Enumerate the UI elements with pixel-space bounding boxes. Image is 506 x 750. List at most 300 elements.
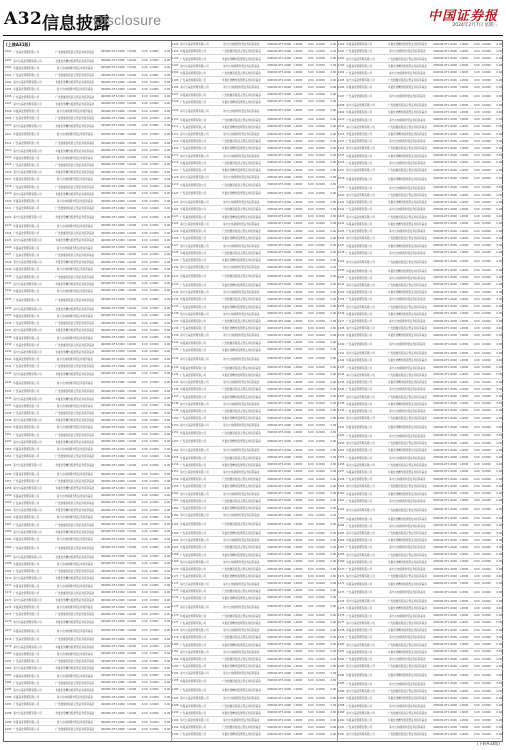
table-cell: 0.0000 bbox=[149, 177, 159, 181]
table-cell: 000000.OF bbox=[267, 191, 282, 195]
table-cell: 0.00 bbox=[496, 650, 503, 654]
table-row bbox=[171, 678, 337, 685]
table-cell: 易方达纯债债券型证券投资基金 bbox=[223, 402, 260, 406]
table-cell: 0.00 bbox=[496, 395, 503, 399]
table-cell: 0.0000 bbox=[481, 71, 491, 75]
table-cell: 易方达基金管理有限公司 bbox=[346, 665, 375, 669]
table-cell: 广发稳健回报混合型证券投资基金 bbox=[387, 532, 427, 536]
table-cell: 1073 bbox=[4, 598, 12, 602]
table-cell: 1.0000 bbox=[115, 238, 125, 242]
table-row bbox=[337, 267, 503, 274]
table-cell: 广发稳健回报混合型证券投资基金 bbox=[221, 50, 261, 54]
table-cell: 000000.OF bbox=[433, 177, 448, 181]
table-cell: 广发基金管理有限公司 bbox=[346, 161, 373, 165]
table-cell: 0.0000 bbox=[315, 545, 325, 549]
table-cell: 0.00 bbox=[473, 590, 480, 594]
table-cell: 1.0000 bbox=[447, 448, 458, 452]
table-cell: 易方达纯债债券型证券投资基金 bbox=[389, 591, 426, 595]
table-cell: 0.0000 bbox=[481, 425, 491, 429]
table-cell: 1250 bbox=[337, 416, 345, 420]
table-cell: 0.00 bbox=[473, 103, 480, 107]
table-cell: 1212 bbox=[337, 132, 345, 136]
table-cell: 0.0000 bbox=[315, 679, 325, 683]
table-cell: 1065 bbox=[4, 537, 12, 541]
table-cell: 华夏基金管理有限公司 bbox=[180, 456, 207, 460]
table-cell: 广发稳健回报混合型证券投资基金 bbox=[221, 251, 261, 255]
table-cell: 1.0000 bbox=[127, 224, 137, 228]
table-cell: 易方达基金管理有限公司 bbox=[346, 147, 375, 151]
table-cell: 1257 bbox=[337, 470, 345, 474]
table-cell: 000000.OF bbox=[267, 395, 282, 399]
table-cell: 1.0000 bbox=[115, 546, 125, 550]
table-cell: 广发稳健回报混合型证券投资基金 bbox=[55, 546, 95, 550]
table-cell: 1.0000 bbox=[115, 343, 125, 347]
table-cell: 1.0000 bbox=[115, 372, 125, 376]
table-cell: 1.0000 bbox=[447, 244, 458, 248]
table-cell: 1068 bbox=[4, 562, 12, 566]
table-cell: 000000.OF bbox=[101, 389, 116, 393]
table-cell: 华夏基金管理有限公司 bbox=[13, 538, 40, 542]
table-cell: 1.0000 bbox=[447, 305, 458, 309]
table-cell: 0.0000 bbox=[315, 513, 325, 517]
table-cell: 0.0000 bbox=[481, 574, 491, 578]
table-cell: 0.00 bbox=[141, 494, 148, 498]
table-cell: 易方达基金管理有限公司 bbox=[180, 560, 209, 564]
table-cell: 广发稳健回报混合型证券投资基金 bbox=[387, 147, 427, 151]
table-cell: 1.0000 bbox=[459, 664, 469, 668]
table-row bbox=[337, 717, 503, 724]
table-cell: 000000.OF bbox=[267, 283, 282, 287]
table-cell: 1.0000 bbox=[293, 688, 303, 692]
table-cell: 1049 bbox=[4, 418, 12, 422]
table-row bbox=[337, 311, 503, 318]
table-cell: 0.0000 bbox=[315, 628, 325, 632]
table-cell: 1.0000 bbox=[281, 657, 292, 661]
table-cell: 0.00 bbox=[473, 524, 480, 528]
table-cell: 000000.OF bbox=[101, 447, 116, 451]
table-cell: 0.00 bbox=[141, 238, 148, 242]
table-cell: 易方达基金管理有限公司 bbox=[346, 194, 375, 198]
table-cell: 易方达基金管理有限公司 bbox=[13, 149, 42, 153]
table-cell: 1.0000 bbox=[127, 645, 137, 649]
table-cell: 易方达纯债债券型证券投资基金 bbox=[56, 426, 93, 430]
table-cell: 易方达纯债债券型证券投资基金 bbox=[223, 381, 260, 385]
table-cell: 0.00 bbox=[141, 282, 148, 286]
table-cell: 0.00 bbox=[496, 628, 503, 632]
table-cell: 广发稳健回报混合型证券投资基金 bbox=[221, 636, 261, 640]
table-cell: 000000.OF bbox=[267, 274, 282, 278]
table-cell: 1140 bbox=[171, 341, 179, 345]
table-cell: 0.00 bbox=[473, 200, 480, 204]
table-cell: 1013 bbox=[4, 149, 12, 153]
table-cell: 1.0000 bbox=[447, 614, 458, 618]
table-cell: 0.00 bbox=[141, 109, 148, 113]
table-cell: 000000.OF bbox=[267, 168, 282, 172]
table-cell: 1184 bbox=[171, 671, 179, 675]
table-cell: 1.0000 bbox=[459, 606, 469, 610]
table-row bbox=[4, 432, 171, 439]
table-cell: 1.0000 bbox=[447, 409, 458, 413]
table-cell: 0.00 bbox=[496, 215, 503, 219]
table-row bbox=[171, 264, 337, 271]
table-cell: 1263 bbox=[337, 517, 345, 521]
table-row bbox=[4, 709, 171, 720]
table-cell: 易方达基金管理有限公司 bbox=[13, 350, 42, 354]
table-cell: 0.00 bbox=[141, 486, 148, 490]
table-row bbox=[4, 371, 171, 378]
table-cell: 0.00 bbox=[330, 484, 337, 488]
table-cell: 1.0000 bbox=[293, 456, 303, 460]
table-cell: 0.0000 bbox=[481, 236, 491, 240]
table-cell: 广发稳健回报混合型证券投资基金 bbox=[55, 638, 95, 642]
table-cell: 0.0000 bbox=[481, 125, 491, 129]
table-cell: 000000.OF bbox=[101, 185, 116, 189]
table-cell: 000000.OF bbox=[101, 666, 116, 670]
table-cell: 0.00 bbox=[496, 704, 503, 708]
table-cell: 华夏优势精选股票型证券投资基金 bbox=[387, 674, 427, 678]
table-cell: 1.0000 bbox=[281, 477, 292, 481]
table-cell: 易方达纯债债券型证券投资基金 bbox=[56, 200, 93, 204]
table-cell: 华夏优势精选股票型证券投资基金 bbox=[221, 192, 261, 196]
table-cell: 0.00 bbox=[141, 185, 148, 189]
table-cell: 易方达基金管理有限公司 bbox=[13, 81, 42, 85]
table-cell: 广发基金管理有限公司 bbox=[13, 681, 40, 685]
table-cell: 华夏优势精选股票型证券投资基金 bbox=[221, 57, 261, 61]
table-cell: 0.00 bbox=[307, 380, 314, 384]
table-cell: 1043 bbox=[4, 372, 12, 376]
table-cell: 1.0000 bbox=[447, 606, 458, 610]
table-cell: 0.00 bbox=[164, 132, 171, 136]
table-cell: 0.00 bbox=[307, 688, 314, 692]
table-cell: 0.00 bbox=[330, 333, 337, 337]
table-cell: 华夏优势精选股票型证券投资基金 bbox=[387, 402, 427, 406]
table-cell: 0.00 bbox=[473, 409, 480, 413]
table-cell: 0.0000 bbox=[481, 673, 491, 677]
table-cell: 广发基金管理有限公司 bbox=[13, 480, 40, 484]
table-cell: 0.00 bbox=[496, 425, 503, 429]
table-row bbox=[4, 561, 171, 568]
table-cell: 0.00 bbox=[307, 154, 314, 158]
table-row bbox=[4, 672, 171, 679]
table-cell: 0.0000 bbox=[315, 373, 325, 377]
table-cell: 1.0000 bbox=[447, 200, 458, 204]
table-cell: 1.0000 bbox=[447, 103, 458, 107]
table-cell: 0.00 bbox=[307, 506, 314, 510]
table-cell: 0.00 bbox=[496, 276, 503, 280]
table-cell: 1107 bbox=[171, 93, 179, 97]
table-cell: 0.00 bbox=[164, 275, 171, 279]
table-cell: 1081 bbox=[4, 659, 12, 663]
table-cell: 0.0000 bbox=[481, 531, 491, 535]
table-row bbox=[171, 282, 337, 289]
table-row bbox=[337, 634, 503, 641]
table-cell: 华夏基金管理有限公司 bbox=[346, 43, 373, 47]
table-cell: 广发基金管理有限公司 bbox=[180, 237, 207, 241]
table-cell: 000000.OF bbox=[267, 671, 282, 675]
table-cell: 0.00 bbox=[164, 328, 171, 332]
table-cell: 华夏优势精选股票型证券投资基金 bbox=[221, 440, 261, 444]
table-cell: 000000.OF bbox=[433, 333, 448, 337]
table-cell: 0.00 bbox=[307, 567, 314, 571]
table-cell: 0.00 bbox=[141, 727, 148, 731]
table-row bbox=[337, 350, 503, 357]
table-cell: 广发稳健回报混合型证券投资基金 bbox=[221, 568, 261, 572]
table-row bbox=[4, 575, 171, 582]
table-cell: 1103 bbox=[171, 64, 179, 68]
table-cell: 1276 bbox=[337, 614, 345, 618]
table-cell: 华夏基金管理有限公司 bbox=[13, 66, 40, 70]
table-row bbox=[337, 469, 503, 476]
table-row bbox=[171, 354, 337, 365]
table-cell: 0.00 bbox=[330, 506, 337, 510]
table-cell: 000000.OF bbox=[267, 49, 282, 53]
table-row bbox=[4, 521, 171, 528]
table-cell: 0.0000 bbox=[481, 711, 491, 715]
table-cell: 1.0000 bbox=[459, 524, 469, 528]
table-cell: 1.0000 bbox=[447, 463, 458, 467]
table-cell: 1.0000 bbox=[115, 674, 125, 678]
table-cell: 0.0000 bbox=[315, 732, 325, 736]
table-cell: 1.0000 bbox=[127, 149, 137, 153]
table-cell: 0.00 bbox=[496, 732, 503, 736]
table-cell: 000000.OF bbox=[101, 727, 116, 731]
table-cell: 广发稳健回报混合型证券投资基金 bbox=[387, 395, 427, 399]
table-cell: 华夏基金管理有限公司 bbox=[180, 251, 207, 255]
table-row bbox=[171, 613, 337, 620]
table-cell: 1.0000 bbox=[127, 605, 137, 609]
table-cell: 1.0000 bbox=[115, 486, 125, 490]
table-cell: 1.0000 bbox=[459, 125, 469, 129]
table-cell: 易方达基金管理有限公司 bbox=[13, 688, 42, 692]
table-cell: 1.0000 bbox=[447, 251, 458, 255]
table-cell: 1.0000 bbox=[281, 395, 292, 399]
table-row bbox=[337, 573, 503, 580]
table-cell: 0.00 bbox=[164, 463, 171, 467]
table-cell: 1182 bbox=[171, 657, 179, 661]
table-cell: 0.0000 bbox=[315, 161, 325, 165]
table-cell: 0.0000 bbox=[315, 191, 325, 195]
table-cell: 广发稳健回报混合型证券投资基金 bbox=[387, 237, 427, 241]
table-cell: 0.00 bbox=[330, 664, 337, 668]
table-cell: 易方达纯债债券型证券投资基金 bbox=[56, 224, 93, 228]
table-cell: 广发基金管理有限公司 bbox=[346, 230, 373, 234]
table-row bbox=[337, 408, 503, 415]
table-cell: 0.0000 bbox=[315, 621, 325, 625]
table-cell: 1265 bbox=[337, 531, 345, 535]
table-cell: 1.0000 bbox=[447, 222, 458, 226]
table-cell: 0.00 bbox=[496, 718, 503, 722]
table-row bbox=[171, 174, 337, 181]
table-cell: 000000.OF bbox=[101, 454, 116, 458]
table-cell: 0.00 bbox=[496, 193, 503, 197]
table-cell: 000000.OF bbox=[101, 260, 116, 264]
table-row bbox=[4, 281, 171, 288]
table-row bbox=[337, 422, 503, 433]
table-cell: 1.0000 bbox=[115, 447, 125, 451]
table-cell: 0.0000 bbox=[481, 628, 491, 632]
table-cell: 0.0000 bbox=[149, 289, 159, 293]
table-cell: 1.0000 bbox=[293, 589, 303, 593]
table-cell: 0.0000 bbox=[481, 477, 491, 481]
table-cell: 1.0000 bbox=[115, 425, 125, 429]
table-cell: 华夏优势精选股票型证券投资基金 bbox=[387, 43, 427, 47]
table-cell: 000000.OF bbox=[433, 425, 448, 429]
table-cell: 0.00 bbox=[141, 343, 148, 347]
table-cell: 0.00 bbox=[307, 463, 314, 467]
table-cell: 0.00 bbox=[473, 517, 480, 521]
table-cell: 1149 bbox=[171, 409, 179, 413]
table-cell: 0.00 bbox=[330, 574, 337, 578]
table-cell: 000000.OF bbox=[267, 553, 282, 557]
table-cell: 广发基金管理有限公司 bbox=[180, 621, 207, 625]
table-cell: 1236 bbox=[337, 312, 345, 316]
table-cell: 易方达纯债债券型证券投资基金 bbox=[56, 696, 93, 700]
table-cell: 易方达纯债债券型证券投资基金 bbox=[389, 636, 426, 640]
table-cell: 华夏优势精选股票型证券投资基金 bbox=[55, 149, 95, 153]
table-cell: 0.0000 bbox=[149, 246, 159, 250]
table-cell: 1.0000 bbox=[293, 431, 303, 435]
table-cell: 1.0000 bbox=[447, 146, 458, 150]
table-cell: 0.00 bbox=[164, 298, 171, 302]
table-cell: 0.00 bbox=[307, 679, 314, 683]
table-cell: 0.00 bbox=[164, 472, 171, 476]
table-cell: 广发稳健回报混合型证券投资基金 bbox=[387, 104, 427, 108]
table-cell: 000000.OF bbox=[433, 517, 448, 521]
table-cell: 华夏基金管理有限公司 bbox=[346, 492, 373, 496]
table-cell: 0.00 bbox=[141, 199, 148, 203]
table-cell: 广发基金管理有限公司 bbox=[346, 140, 373, 144]
table-cell: 1.0000 bbox=[293, 718, 303, 722]
table-row bbox=[4, 191, 171, 198]
table-cell: 000000.OF bbox=[267, 71, 282, 75]
table-cell: 1.0000 bbox=[447, 395, 458, 399]
table-row bbox=[337, 613, 503, 620]
table-cell: 0.00 bbox=[141, 59, 148, 63]
table-cell: 000000.OF bbox=[433, 448, 448, 452]
table-cell: 0.0000 bbox=[315, 711, 325, 715]
table-cell: 华夏优势精选股票型证券投资基金 bbox=[221, 100, 261, 104]
table-cell: 1.0000 bbox=[447, 590, 458, 594]
table-cell: 1128 bbox=[171, 251, 179, 255]
table-cell: 1.0000 bbox=[127, 50, 137, 54]
table-cell: 1077 bbox=[4, 629, 12, 633]
table-cell: 1.0000 bbox=[293, 78, 303, 82]
table-cell: 广发基金管理有限公司 bbox=[13, 412, 40, 416]
table-cell: 1.0000 bbox=[447, 283, 458, 287]
table-cell: 0.0000 bbox=[315, 416, 325, 420]
table-cell: 1.0000 bbox=[447, 635, 458, 639]
table-cell: 000000.OF bbox=[433, 387, 448, 391]
table-cell: 1.0000 bbox=[447, 193, 458, 197]
table-cell: 000000.OF bbox=[433, 154, 448, 158]
table-cell: 0.00 bbox=[307, 357, 314, 361]
table-cell: 1.0000 bbox=[293, 409, 303, 413]
table-cell: 广发基金管理有限公司 bbox=[346, 186, 373, 190]
table-cell: 易方达纯债债券型证券投资基金 bbox=[389, 614, 426, 618]
table-cell: 广发基金管理有限公司 bbox=[180, 532, 207, 536]
table-cell: 1.0000 bbox=[459, 621, 469, 625]
table-cell: 1235 bbox=[337, 305, 345, 309]
table-cell: 广发稳健回报混合型证券投资基金 bbox=[55, 322, 95, 326]
table-cell: 1.0000 bbox=[127, 447, 137, 451]
table-cell: 0.0000 bbox=[481, 725, 491, 729]
table-cell: 000000.OF bbox=[433, 538, 448, 542]
table-cell: 1012 bbox=[4, 141, 12, 145]
table-cell: 000000.OF bbox=[267, 387, 282, 391]
table-cell: 华夏优势精选股票型证券投资基金 bbox=[387, 426, 427, 430]
table-cell: 000000.OF bbox=[267, 574, 282, 578]
table-cell: 0.00 bbox=[307, 718, 314, 722]
table-cell: 0.00 bbox=[330, 431, 337, 435]
table-row bbox=[4, 453, 171, 460]
table-cell: 1150 bbox=[171, 416, 179, 420]
table-cell: 1.0000 bbox=[293, 85, 303, 89]
table-cell: 000000.OF bbox=[267, 538, 282, 542]
table-cell: 1.0000 bbox=[293, 341, 303, 345]
table-cell: 0.0000 bbox=[481, 657, 491, 661]
table-cell: 1.0000 bbox=[281, 175, 292, 179]
table-cell: 000000.OF bbox=[267, 560, 282, 564]
table-cell: 000000.OF bbox=[267, 341, 282, 345]
table-cell: 000000.OF bbox=[433, 229, 448, 233]
table-row bbox=[337, 598, 503, 605]
table-cell: 1.0000 bbox=[293, 499, 303, 503]
table-cell: 0.00 bbox=[164, 411, 171, 415]
table-cell: 0.00 bbox=[307, 553, 314, 557]
table-row bbox=[4, 417, 171, 424]
table-cell: 1110 bbox=[171, 118, 179, 122]
table-cell: 1.0000 bbox=[115, 87, 125, 91]
table-cell: 易方达基金管理有限公司 bbox=[346, 690, 375, 694]
table-row bbox=[171, 318, 337, 325]
table-cell: 1.0000 bbox=[459, 366, 469, 370]
table-cell: 0.00 bbox=[164, 688, 171, 692]
table-cell: 华夏基金管理有限公司 bbox=[13, 314, 40, 318]
table-cell: 易方达纯债债券型证券投资基金 bbox=[56, 314, 93, 318]
table-cell: 000000.OF bbox=[267, 100, 282, 104]
table-cell: 1.0000 bbox=[127, 666, 137, 670]
table-cell: 1.0000 bbox=[459, 193, 469, 197]
table-cell: 000000.OF bbox=[101, 562, 116, 566]
table-cell: 1.0000 bbox=[127, 702, 137, 706]
table-cell: 0.00 bbox=[330, 513, 337, 517]
table-cell: 华夏优势精选股票型证券投资基金 bbox=[387, 86, 427, 90]
table-cell: 华夏优势精选股票型证券投资基金 bbox=[387, 719, 427, 723]
table-cell: 0.00 bbox=[473, 146, 480, 150]
table-cell: 华夏基金管理有限公司 bbox=[346, 111, 373, 115]
table-cell: 1.0000 bbox=[293, 621, 303, 625]
continued-to-label: (下转A33版) bbox=[477, 741, 500, 746]
table-cell: 0.00 bbox=[141, 132, 148, 136]
table-cell: 易方达纯债债券型证券投资基金 bbox=[56, 404, 93, 408]
table-cell: 易方达基金管理有限公司 bbox=[346, 260, 375, 264]
table-cell: 易方达纯债债券型证券投资基金 bbox=[389, 161, 426, 165]
table-row bbox=[337, 627, 503, 634]
table-cell: 1233 bbox=[337, 290, 345, 294]
table-cell: 0.00 bbox=[473, 582, 480, 586]
table-cell: 0.00 bbox=[307, 64, 314, 68]
table-row bbox=[4, 237, 171, 244]
table-cell: 0.00 bbox=[330, 78, 337, 82]
table-cell: 华夏优势精选股票型证券投资基金 bbox=[387, 470, 427, 474]
table-cell: 1.0000 bbox=[459, 517, 469, 521]
table-cell: 广发稳健回报混合型证券投资基金 bbox=[55, 660, 95, 664]
table-cell: 1.0000 bbox=[459, 628, 469, 632]
table-cell: 0.0000 bbox=[481, 118, 491, 122]
table-row bbox=[337, 289, 503, 296]
table-cell: 0.00 bbox=[307, 387, 314, 391]
table-cell: 1210 bbox=[337, 118, 345, 122]
